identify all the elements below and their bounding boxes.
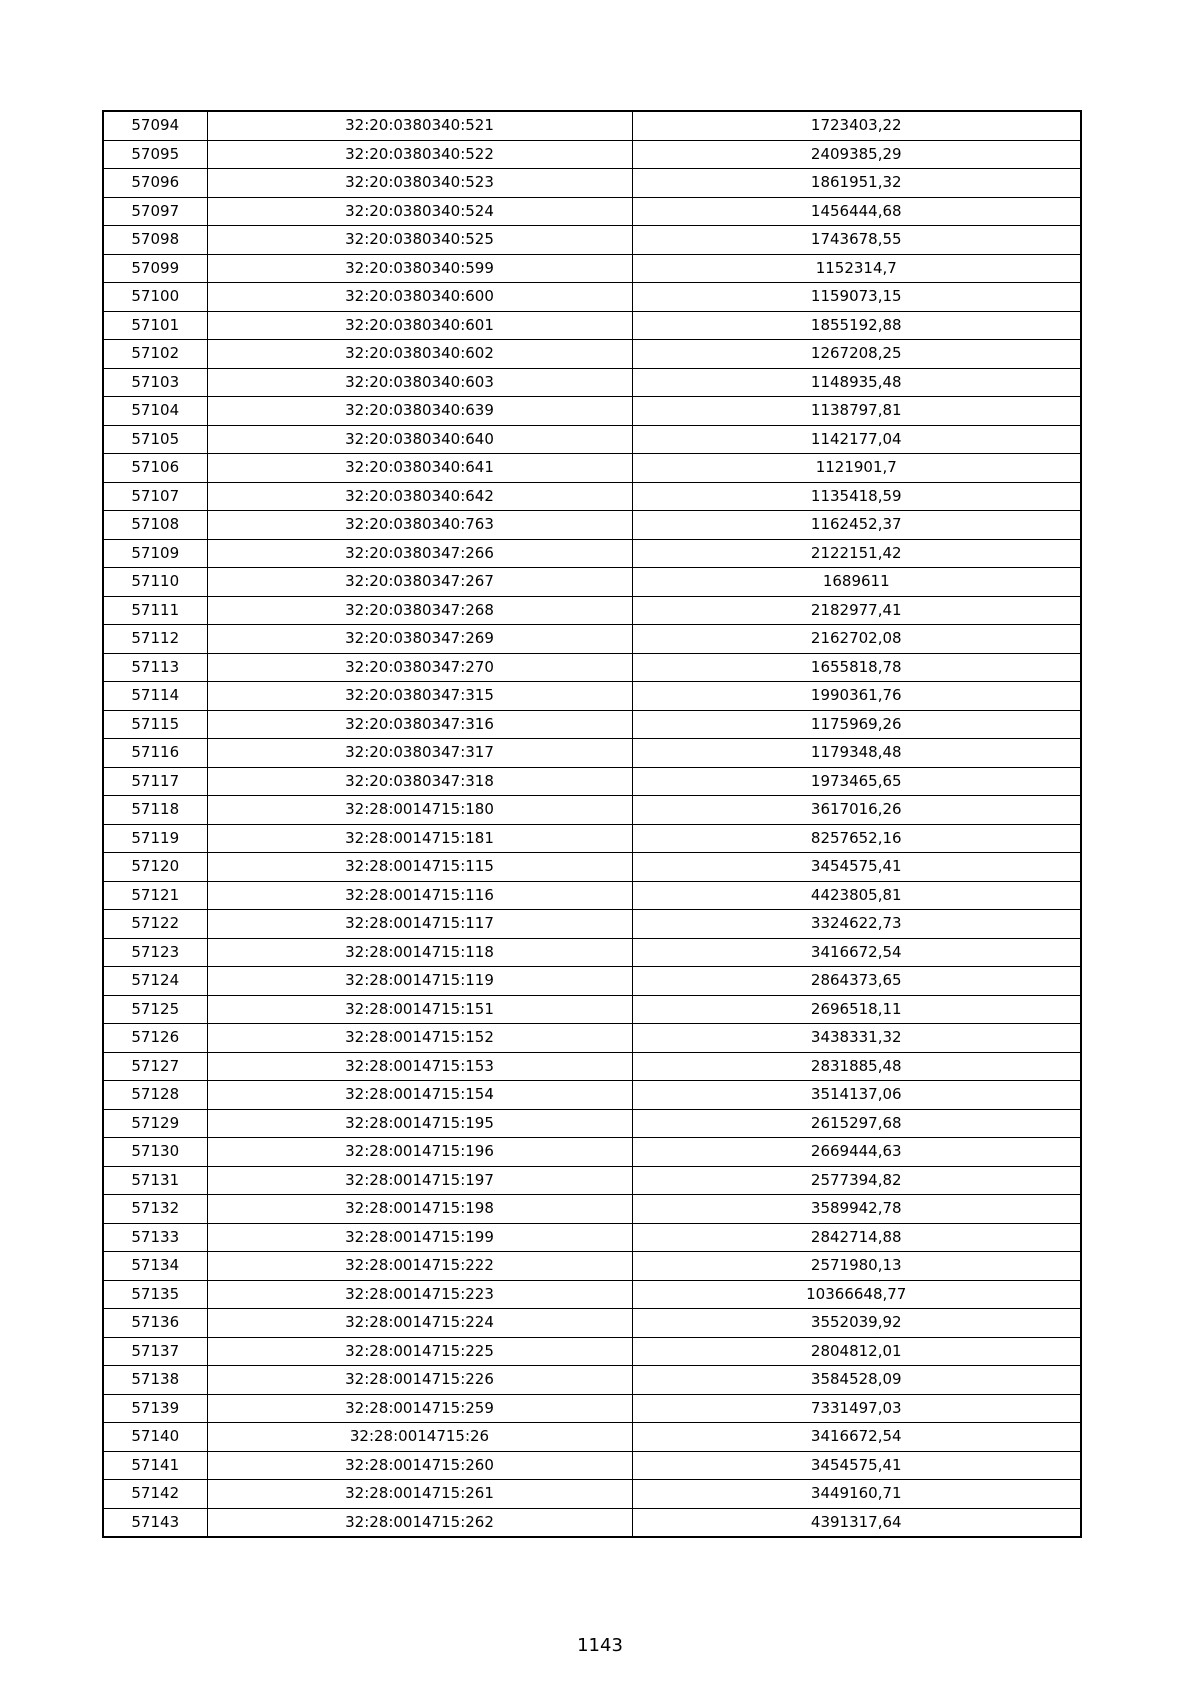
- value-cell: 3454575,41: [632, 1451, 1081, 1480]
- row-number-cell: 57140: [103, 1423, 207, 1452]
- value-cell: 3416672,54: [632, 938, 1081, 967]
- row-number-cell: 57130: [103, 1138, 207, 1167]
- cadastral-number-cell: 32:28:0014715:196: [207, 1138, 632, 1167]
- row-number-cell: 57128: [103, 1081, 207, 1110]
- cadastral-number-cell: 32:20:0380340:600: [207, 283, 632, 312]
- cadastral-number-cell: 32:28:0014715:226: [207, 1366, 632, 1395]
- row-number-cell: 57124: [103, 967, 207, 996]
- table-row: [103, 796, 1081, 825]
- cadastral-number-cell: 32:28:0014715:117: [207, 910, 632, 939]
- row-number-cell: 57096: [103, 169, 207, 198]
- cadastral-number-cell: 32:28:0014715:259: [207, 1394, 632, 1423]
- row-number-cell: 57135: [103, 1280, 207, 1309]
- cadastral-number-cell: 32:20:0380340:601: [207, 311, 632, 340]
- cadastral-number-cell: 32:20:0380340:602: [207, 340, 632, 369]
- table-row: [103, 169, 1081, 198]
- table-row: [103, 910, 1081, 939]
- row-number-cell: 57101: [103, 311, 207, 340]
- table-row: [103, 140, 1081, 169]
- row-number-cell: 57099: [103, 254, 207, 283]
- table-row: [103, 482, 1081, 511]
- row-number-cell: 57138: [103, 1366, 207, 1395]
- value-cell: 3552039,92: [632, 1309, 1081, 1338]
- cadastral-number-cell: 32:20:0380340:525: [207, 226, 632, 255]
- table-row: [103, 710, 1081, 739]
- cadastral-number-cell: 32:20:0380340:603: [207, 368, 632, 397]
- row-number-cell: 57121: [103, 881, 207, 910]
- table-row: [103, 254, 1081, 283]
- cadastral-number-cell: 32:28:0014715:119: [207, 967, 632, 996]
- value-cell: 1267208,25: [632, 340, 1081, 369]
- cadastral-number-cell: 32:20:0380340:642: [207, 482, 632, 511]
- cadastral-number-cell: 32:28:0014715:223: [207, 1280, 632, 1309]
- cadastral-number-cell: 32:28:0014715:260: [207, 1451, 632, 1480]
- row-number-cell: 57108: [103, 511, 207, 540]
- row-number-cell: 57117: [103, 767, 207, 796]
- cadastral-number-cell: 32:20:0380347:268: [207, 596, 632, 625]
- row-number-cell: 57137: [103, 1337, 207, 1366]
- row-number-cell: 57142: [103, 1480, 207, 1509]
- row-number-cell: 57125: [103, 995, 207, 1024]
- table-row: [103, 824, 1081, 853]
- table-row: [103, 511, 1081, 540]
- table-row: [103, 596, 1081, 625]
- value-cell: 1861951,32: [632, 169, 1081, 198]
- value-cell: 1743678,55: [632, 226, 1081, 255]
- value-cell: 3514137,06: [632, 1081, 1081, 1110]
- table-row: [103, 653, 1081, 682]
- table-row: [103, 1052, 1081, 1081]
- table-row: [103, 1451, 1081, 1480]
- row-number-cell: 57097: [103, 197, 207, 226]
- row-number-cell: 57136: [103, 1309, 207, 1338]
- value-cell: 3584528,09: [632, 1366, 1081, 1395]
- cadastral-number-cell: 32:28:0014715:195: [207, 1109, 632, 1138]
- table-row: [103, 938, 1081, 967]
- cadastral-number-cell: 32:20:0380347:269: [207, 625, 632, 654]
- row-number-cell: 57106: [103, 454, 207, 483]
- row-number-cell: 57119: [103, 824, 207, 853]
- cadastral-number-cell: 32:28:0014715:181: [207, 824, 632, 853]
- row-number-cell: 57115: [103, 710, 207, 739]
- value-cell: 1655818,78: [632, 653, 1081, 682]
- table-row: [103, 1508, 1081, 1537]
- value-cell: 1990361,76: [632, 682, 1081, 711]
- table-row: [103, 739, 1081, 768]
- cadastral-table: [102, 110, 1082, 1538]
- table-row: [103, 425, 1081, 454]
- value-cell: 1152314,7: [632, 254, 1081, 283]
- cadastral-number-cell: 32:20:0380347:270: [207, 653, 632, 682]
- value-cell: 2696518,11: [632, 995, 1081, 1024]
- cadastral-number-cell: 32:20:0380340:639: [207, 397, 632, 426]
- table-row: [103, 1138, 1081, 1167]
- row-number-cell: 57126: [103, 1024, 207, 1053]
- table-row: [103, 1423, 1081, 1452]
- value-cell: 1135418,59: [632, 482, 1081, 511]
- table-row: [103, 1109, 1081, 1138]
- table-row: [103, 1366, 1081, 1395]
- table-row: [103, 1024, 1081, 1053]
- cadastral-number-cell: 32:20:0380340:522: [207, 140, 632, 169]
- cadastral-number-cell: 32:28:0014715:261: [207, 1480, 632, 1509]
- value-cell: 10366648,77: [632, 1280, 1081, 1309]
- table-row: [103, 995, 1081, 1024]
- row-number-cell: 57141: [103, 1451, 207, 1480]
- cadastral-number-cell: 32:28:0014715:151: [207, 995, 632, 1024]
- table-row: [103, 967, 1081, 996]
- table-row: [103, 539, 1081, 568]
- table-row: [103, 853, 1081, 882]
- row-number-cell: 57120: [103, 853, 207, 882]
- row-number-cell: 57122: [103, 910, 207, 939]
- cadastral-number-cell: 32:28:0014715:153: [207, 1052, 632, 1081]
- row-number-cell: 57113: [103, 653, 207, 682]
- table-row: [103, 283, 1081, 312]
- cadastral-number-cell: 32:28:0014715:197: [207, 1166, 632, 1195]
- table-row: [103, 368, 1081, 397]
- table-row: [103, 1309, 1081, 1338]
- value-cell: 4391317,64: [632, 1508, 1081, 1537]
- value-cell: 3589942,78: [632, 1195, 1081, 1224]
- row-number-cell: 57094: [103, 111, 207, 140]
- row-number-cell: 57109: [103, 539, 207, 568]
- table-row: [103, 1394, 1081, 1423]
- value-cell: 2831885,48: [632, 1052, 1081, 1081]
- cadastral-number-cell: 32:20:0380340:523: [207, 169, 632, 198]
- cadastral-number-cell: 32:28:0014715:222: [207, 1252, 632, 1281]
- table-row: [103, 568, 1081, 597]
- value-cell: 2804812,01: [632, 1337, 1081, 1366]
- row-number-cell: 57132: [103, 1195, 207, 1224]
- value-cell: 2842714,88: [632, 1223, 1081, 1252]
- value-cell: 1973465,65: [632, 767, 1081, 796]
- cadastral-number-cell: 32:20:0380347:317: [207, 739, 632, 768]
- value-cell: 3617016,26: [632, 796, 1081, 825]
- row-number-cell: 57127: [103, 1052, 207, 1081]
- cadastral-number-cell: 32:28:0014715:198: [207, 1195, 632, 1224]
- cadastral-number-cell: 32:20:0380340:599: [207, 254, 632, 283]
- cadastral-number-cell: 32:28:0014715:26: [207, 1423, 632, 1452]
- row-number-cell: 57116: [103, 739, 207, 768]
- table-row: [103, 625, 1081, 654]
- row-number-cell: 57107: [103, 482, 207, 511]
- cadastral-number-cell: 32:28:0014715:180: [207, 796, 632, 825]
- cadastral-number-cell: 32:28:0014715:152: [207, 1024, 632, 1053]
- value-cell: 2162702,08: [632, 625, 1081, 654]
- table-row: [103, 197, 1081, 226]
- row-number-cell: 57102: [103, 340, 207, 369]
- cadastral-number-cell: 32:20:0380340:763: [207, 511, 632, 540]
- cadastral-number-cell: 32:20:0380347:315: [207, 682, 632, 711]
- row-number-cell: 57123: [103, 938, 207, 967]
- cadastral-number-cell: 32:20:0380340:641: [207, 454, 632, 483]
- row-number-cell: 57143: [103, 1508, 207, 1537]
- table-row: [103, 1223, 1081, 1252]
- cadastral-number-cell: 32:20:0380340:524: [207, 197, 632, 226]
- table-row: [103, 881, 1081, 910]
- value-cell: 1175969,26: [632, 710, 1081, 739]
- table-row: [103, 340, 1081, 369]
- value-cell: 3416672,54: [632, 1423, 1081, 1452]
- table-row: [103, 226, 1081, 255]
- value-cell: 7331497,03: [632, 1394, 1081, 1423]
- table-row: [103, 682, 1081, 711]
- value-cell: 3449160,71: [632, 1480, 1081, 1509]
- row-number-cell: 57105: [103, 425, 207, 454]
- table-row: [103, 111, 1081, 140]
- value-cell: 2571980,13: [632, 1252, 1081, 1281]
- cadastral-number-cell: 32:28:0014715:262: [207, 1508, 632, 1537]
- row-number-cell: 57139: [103, 1394, 207, 1423]
- value-cell: 1456444,68: [632, 197, 1081, 226]
- value-cell: 2122151,42: [632, 539, 1081, 568]
- table-row: [103, 397, 1081, 426]
- cadastral-number-cell: 32:28:0014715:118: [207, 938, 632, 967]
- value-cell: 1855192,88: [632, 311, 1081, 340]
- value-cell: 3438331,32: [632, 1024, 1081, 1053]
- cadastral-number-cell: 32:28:0014715:199: [207, 1223, 632, 1252]
- value-cell: 4423805,81: [632, 881, 1081, 910]
- value-cell: 1142177,04: [632, 425, 1081, 454]
- cadastral-number-cell: 32:28:0014715:116: [207, 881, 632, 910]
- row-number-cell: 57110: [103, 568, 207, 597]
- cadastral-number-cell: 32:20:0380340:521: [207, 111, 632, 140]
- table-row: [103, 311, 1081, 340]
- table-row: [103, 1480, 1081, 1509]
- value-cell: 1689611: [632, 568, 1081, 597]
- row-number-cell: 57112: [103, 625, 207, 654]
- row-number-cell: 57103: [103, 368, 207, 397]
- table-row: [103, 1280, 1081, 1309]
- row-number-cell: 57100: [103, 283, 207, 312]
- cadastral-number-cell: 32:28:0014715:224: [207, 1309, 632, 1338]
- table-row: [103, 1166, 1081, 1195]
- value-cell: 1179348,48: [632, 739, 1081, 768]
- row-number-cell: 57129: [103, 1109, 207, 1138]
- table-row: [103, 1195, 1081, 1224]
- value-cell: 1723403,22: [632, 111, 1081, 140]
- cadastral-number-cell: 32:28:0014715:225: [207, 1337, 632, 1366]
- cadastral-number-cell: 32:20:0380340:640: [207, 425, 632, 454]
- table-row: [103, 454, 1081, 483]
- cadastral-number-cell: 32:28:0014715:154: [207, 1081, 632, 1110]
- cadastral-number-cell: 32:20:0380347:316: [207, 710, 632, 739]
- value-cell: 1148935,48: [632, 368, 1081, 397]
- value-cell: 2182977,41: [632, 596, 1081, 625]
- value-cell: 2669444,63: [632, 1138, 1081, 1167]
- value-cell: 8257652,16: [632, 824, 1081, 853]
- table-row: [103, 1252, 1081, 1281]
- row-number-cell: 57131: [103, 1166, 207, 1195]
- row-number-cell: 57095: [103, 140, 207, 169]
- value-cell: 2615297,68: [632, 1109, 1081, 1138]
- cadastral-number-cell: 32:20:0380347:266: [207, 539, 632, 568]
- cadastral-number-cell: 32:28:0014715:115: [207, 853, 632, 882]
- table-row: [103, 1081, 1081, 1110]
- cadastral-number-cell: 32:20:0380347:318: [207, 767, 632, 796]
- page-number: 1143: [577, 1635, 623, 1656]
- row-number-cell: 57104: [103, 397, 207, 426]
- value-cell: 1121901,7: [632, 454, 1081, 483]
- row-number-cell: 57111: [103, 596, 207, 625]
- table-row: [103, 1337, 1081, 1366]
- row-number-cell: 57118: [103, 796, 207, 825]
- cadastral-number-cell: 32:20:0380347:267: [207, 568, 632, 597]
- value-cell: 3454575,41: [632, 853, 1081, 882]
- row-number-cell: 57134: [103, 1252, 207, 1281]
- value-cell: 1159073,15: [632, 283, 1081, 312]
- value-cell: 2409385,29: [632, 140, 1081, 169]
- value-cell: 2864373,65: [632, 967, 1081, 996]
- row-number-cell: 57114: [103, 682, 207, 711]
- value-cell: 1138797,81: [632, 397, 1081, 426]
- table-row: [103, 767, 1081, 796]
- value-cell: 1162452,37: [632, 511, 1081, 540]
- row-number-cell: 57133: [103, 1223, 207, 1252]
- value-cell: 2577394,82: [632, 1166, 1081, 1195]
- value-cell: 3324622,73: [632, 910, 1081, 939]
- row-number-cell: 57098: [103, 226, 207, 255]
- table-body: [103, 111, 1081, 1537]
